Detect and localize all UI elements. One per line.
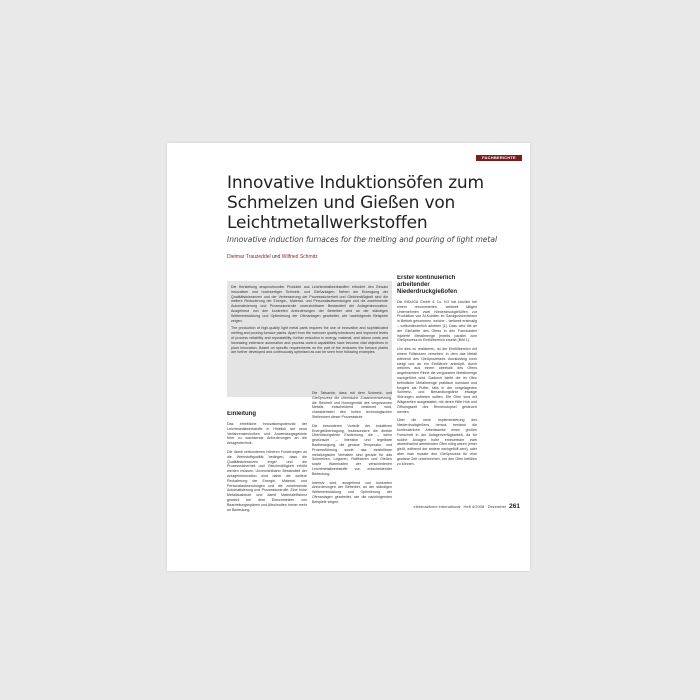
paragraph: Über die neue Implementierung des Niederdruckgießens heraus bestand die kontinuierliche Arbeitsweise einen großen Fortschritt in der Anlagenverfügbarkeit, da für solche Anlagen hohe erneuerbare zwei abwechselnd arbeitenden Öfen nötig waren (einer gießt, während der andere nachgefüllt wird), oder aber man musste den Gießprozess für eine gewisse Zeit unterbrechen, um den Ofen befüllen zu können.: [397, 418, 477, 466]
paragraph: Die besonderen Vorteile der induktiven Energieübertragung, insbesondere die direkte Überhitzungsfreie Erwärmung, die – wenn gewünscht – intensive und regelbare Badbewegung, die genaue Temperatur- und Prozessführung sowie das einstellbare metallurgische Verhalten sind gerade für das Schmelzen, Legieren, Raffinieren und Gießen sowie Warmhalten der verschiedenen Leichtmetallwerkstoffe von entscheidender Bedeutung.: [312, 423, 392, 476]
author-name: Dietmar Trauzeddel: [227, 254, 271, 260]
paragraph: Intensiv wird, ausgehend von konkreten Anforderungen der Betreiber, an der ständigen Weiterentwicklung und Optimierung der Ofenanlagen gearbeitet, wie die nachfolgenden Beispiele zeigen.: [312, 480, 392, 504]
text-column-2: [312, 391, 392, 531]
abstract-english: The production of high-quality light metal parts requires the use of innovative and sophisticated melting and pouring furnace plants. Apart from the narrower quality tolerances and improved levels of process reliability and repeatability, further reduction in energy, material, and labour costs and increasing extensive automation and process control capabilities have become vital objectives in plant innovation. Based on specific requirements on the part of the endusers the furnace plants are further developed and continuously optimised as can be seen from following examples.: [231, 326, 388, 355]
page-number: 261: [509, 503, 520, 510]
section-heading: Einleitung: [227, 411, 256, 417]
paragraph: Um dies zu realisieren, ist der Einfüllbereich mit einem Füllstutzen versehen, in dem das Metall während des Gießprozesses drucklosteig hoch steigt und an ein Einfüllrohr anknüpft, durch welches aus einem oberhalb des Ofens angebrachten Rinne die vergossene Metallmenge nachgeführt wird. Dadurch bleibt die im Ofen befindliche Metallmenge praktisch konstant und fungiert als Puffer, falls in der vorgelagerten Schmelz- und Behandlungslinie etwaige Störungen auftreten sollten. Die Öfen sind mit Wägezellen ausgestattet, mit deren Hilfe Hub und Öffnungszeit des Rinnenstopsel gesteuert werden.: [397, 347, 477, 414]
article-title: Innovative Induktionsöfen zum Schmelzen und Gießen von Leichtmetallwerkstoffen: [227, 173, 484, 233]
paragraph: Das erhebliche Innovationspotenzial der Leichtmetallwerkstoffe in Hinblick auf neue Verfahrenstechniken und Anwendungsgebiete führt zu wachsende Anforderungen an die Anlagentechnik.: [227, 422, 307, 446]
abstract-box: [227, 281, 392, 397]
section-heading: Erster kontinuierlich arbeitender Niederdruckgießofen: [397, 275, 458, 295]
paragraph: Die damit verbundenen höheren Forderungen an die Werkstoffqualität bedingen, dass die Qualitätstoleranzen enger und die Prozesssicherheit und Gleichmäßigkeit erhöht werden müssen. Unverzichtbarer Bestandteil der Anlageninnovation sind dabei die weitere Reduzierung der Energie-, Material- und Personalaufwendungen und die zunehmende Automatisierung und Prozesskontrolle. Eine hohe Metallausbeute und damit Materialeffizienz gewinnt bei dem Einschmelzen von Bearbeitungsspänen und Altschrotten immer mehr an Bedeutung.: [227, 449, 307, 512]
author-name: Wilfried Schmitz: [281, 254, 318, 260]
journal-name: elektrowärme international: [413, 504, 461, 509]
journal-page: [167, 143, 530, 571]
text-column-3: [397, 275, 477, 535]
paragraph: Die INDUGA GmbH & Co. KG hat kürzlich bei einem renommierten, weltweit tätigen Unternehmen zwei Niederdruckgießöfen zur Produktion von Al-Kokillen im Sandgussverfahren in Betrieb genommen, welche – weltweit erstmalig – vollkontinuierlich arbeiten [1]. Dazu wird die an der Gießseite des Ofens in den Formkasten injizierte Metallmenge jeweils parallel zum Gießprozess im Einfüllbereich ersetzt (Bild 1).: [397, 300, 477, 343]
abstract-german: Die Herstellung anspruchsvoller Produkte aus Leichtmetallwerkstoffen erfordert den Einsatz innovativer und hochwertiger Schmelz- und Gießanlagen. Neben der Erzeugung der Qualitätstoleranzen und der Verbesserung der Prozesssicherheit und Gleichmäßigkeit sind die weitere Reduzierung der Energie-, Material- und Personalaufwendungen und die zunehmende Automatisierung und Prozesskontrolle unverzichtbarer Bestandteil der Anlageninnovation. Ausgehend von den konkreten Anforderungen der Betreiber wird an der ständigen Weiterentwicklung und Optimierung der Ofenanlagen gearbeitet, wie nachfolgende Beispiele zeigen.: [231, 285, 388, 323]
issue-info: Heft 4/2008 · Dezember: [463, 504, 507, 509]
article-subtitle: Innovative induction furnaces for the melting and pouring of light metal: [227, 235, 498, 244]
page-footer: [414, 503, 520, 510]
author-connector: und: [272, 254, 281, 260]
section-rubric: FACHBERICHTE: [476, 155, 522, 161]
text-column-1: [227, 411, 307, 531]
paragraph: Die Tatsache, dass mit dem Schmelz- und Gießprozess die chemische Zusammensetzung, die Reinheit und Homogenität des vergossenen Metalls entscheidend bestimmt wird, charakterisiert den hohen technologischen Stellenwert dieser Prozessstufe.: [312, 391, 392, 419]
author-line: [227, 254, 318, 260]
